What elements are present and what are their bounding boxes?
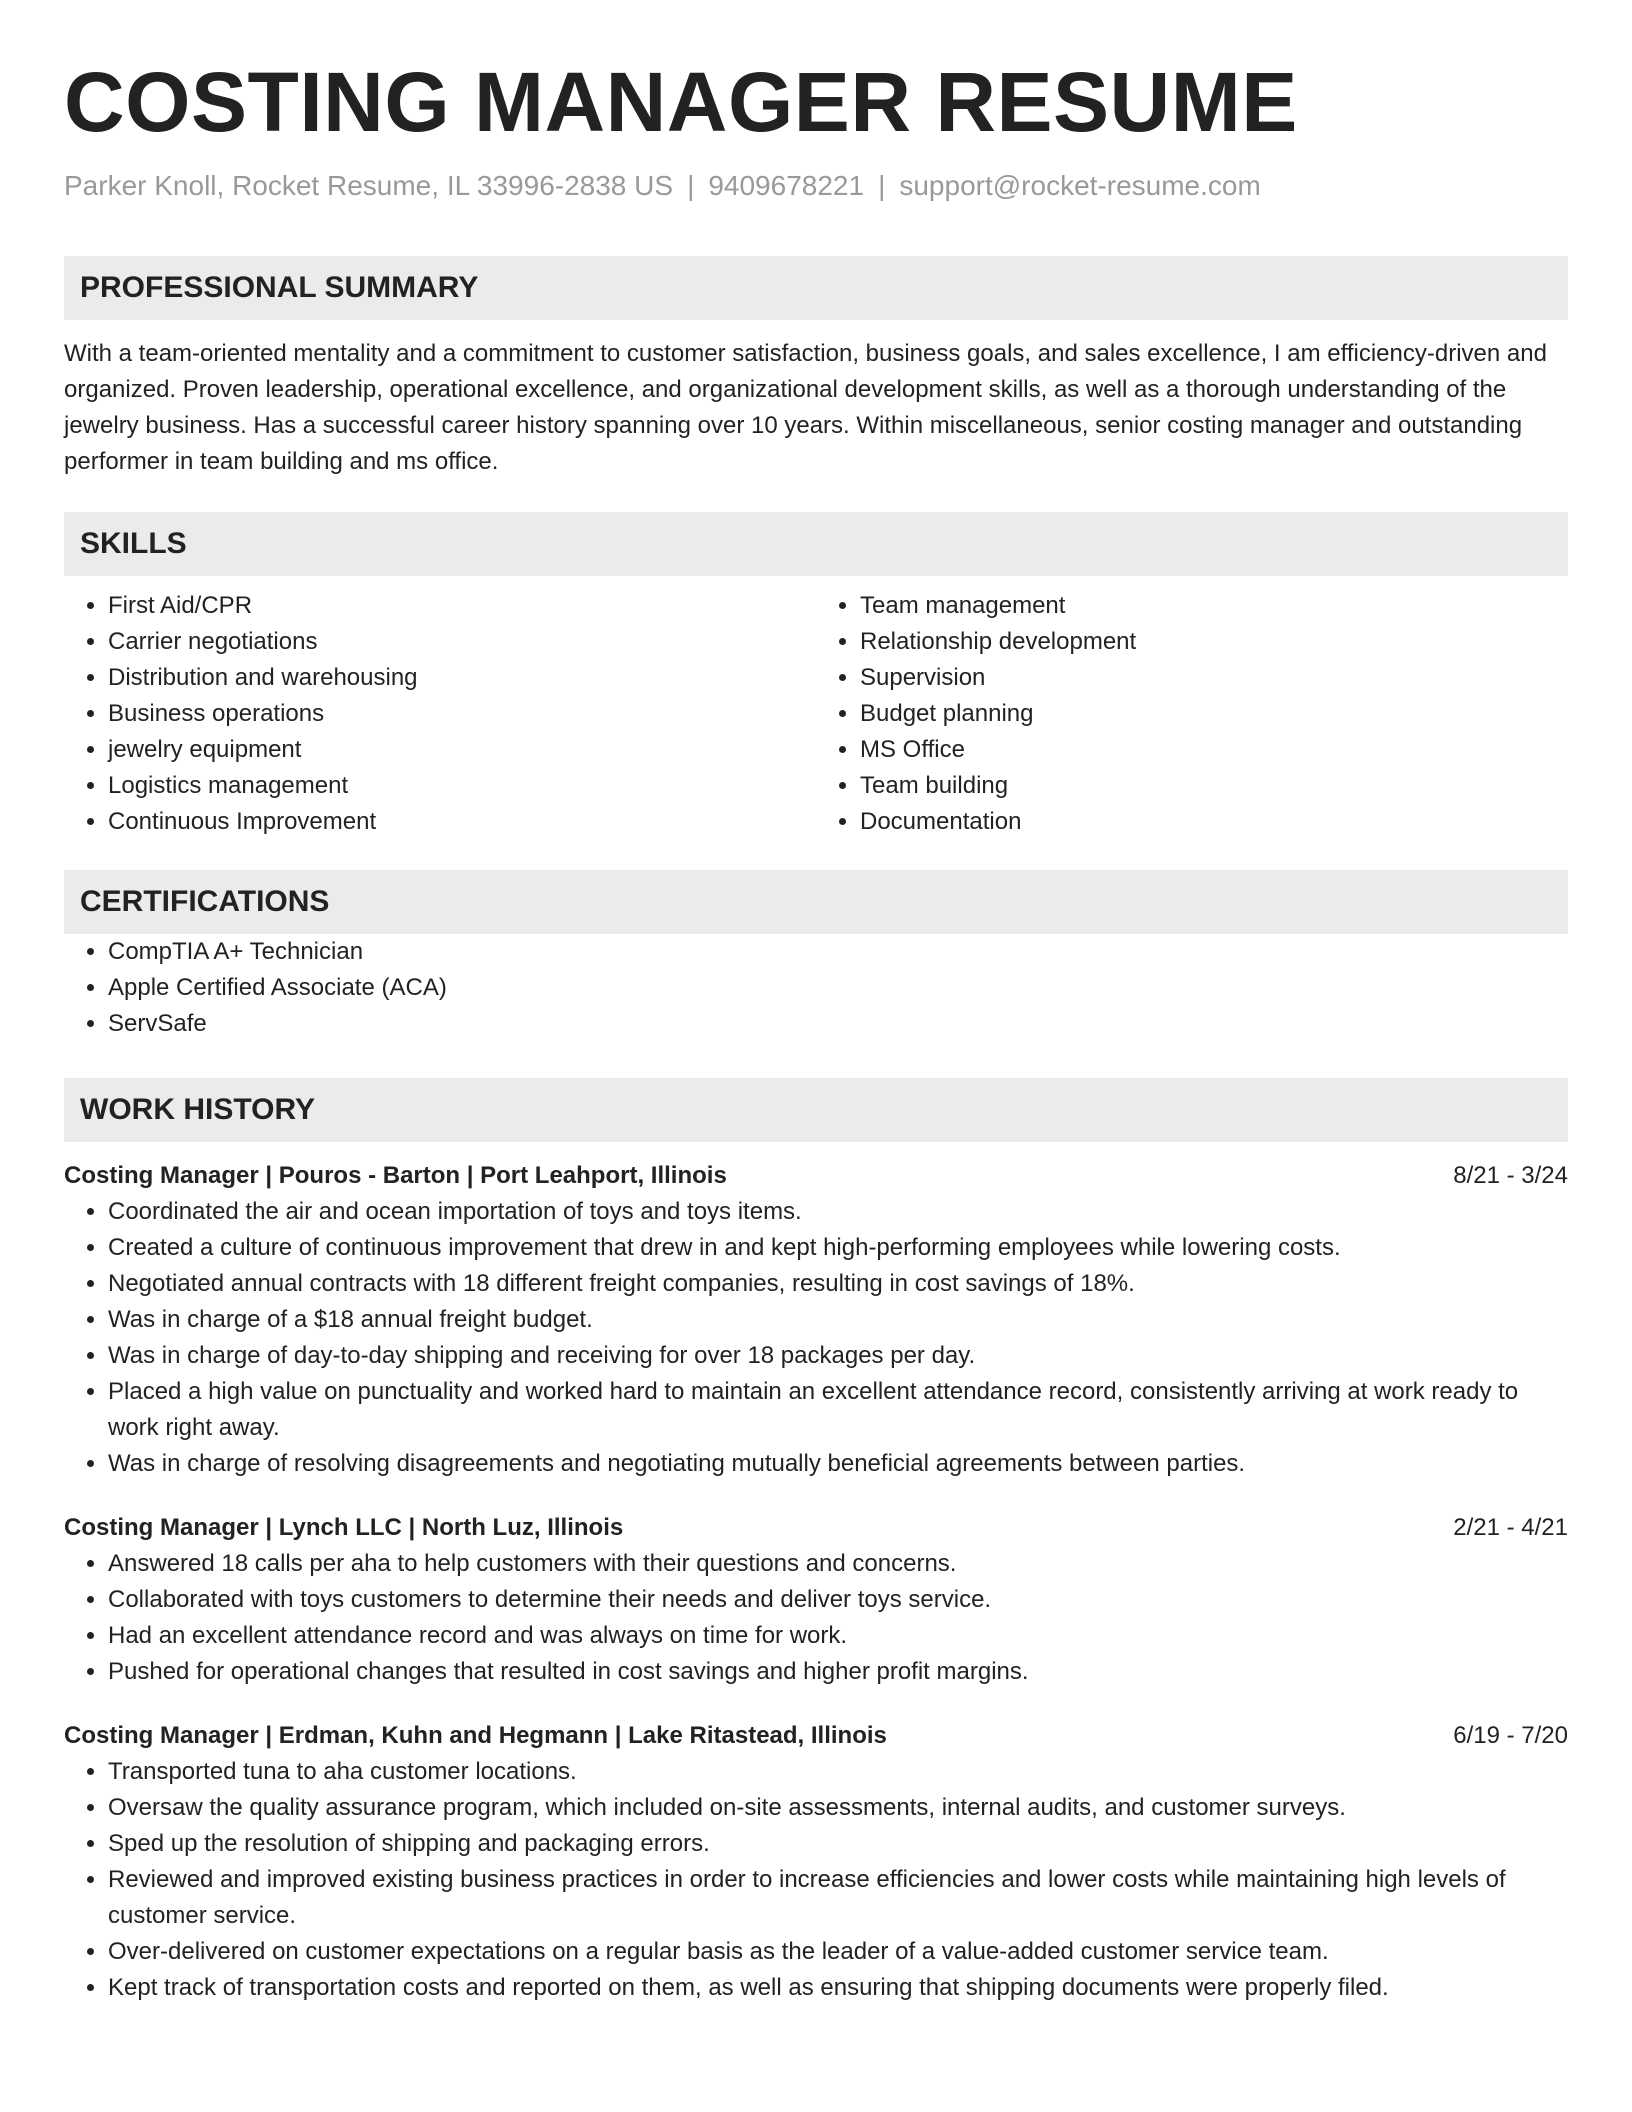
- responsibility-item: • Sped up the resolution of shipping and packaging errors.: [108, 1826, 1568, 1862]
- job-entry: [64, 1158, 1568, 1482]
- skill-item: • Logistics management: [108, 768, 816, 804]
- job-dates: 2/21 - 4/21: [1453, 1514, 1568, 1541]
- contact-phone: 9409678221: [708, 170, 865, 201]
- skills-heading: SKILLS: [64, 512, 1568, 576]
- job-dates: 6/19 - 7/20: [1453, 1722, 1568, 1749]
- summary-heading: PROFESSIONAL SUMMARY: [64, 256, 1568, 320]
- responsibility-item: • Over-delivered on customer expectations on a regular basis as the leader of a value-added customer service team.: [108, 1934, 1568, 1970]
- skill-item: • Team building: [860, 768, 1568, 804]
- job-title: Costing Manager | Lynch LLC | North Luz, Illinois: [64, 1514, 624, 1541]
- skill-item: • Documentation: [860, 804, 1568, 840]
- responsibility-item: • Answered 18 calls per aha to help customers with their questions and concerns.: [108, 1546, 1568, 1582]
- responsibility-item: • Collaborated with toys customers to determine their needs and deliver toys service.: [108, 1582, 1568, 1618]
- work-history-list: [64, 1158, 1568, 2006]
- contact-line: [64, 166, 1568, 206]
- responsibility-item: • Was in charge of day-to-day shipping and receiving for over 18 packages per day.: [108, 1338, 1568, 1374]
- skill-item: • MS Office: [860, 732, 1568, 768]
- job-responsibilities: [64, 1194, 1568, 1482]
- job-header: [64, 1510, 1568, 1546]
- responsibility-item: • Created a culture of continuous improvement that drew in and kept high-performing employees while lowering costs.: [108, 1230, 1568, 1266]
- contact-email: support@rocket-resume.com: [899, 170, 1261, 201]
- resume-title: COSTING MANAGER RESUME: [64, 55, 1298, 149]
- skill-item: • jewelry equipment: [108, 732, 816, 768]
- certification-item: • ServSafe: [108, 1006, 1568, 1042]
- skill-item: • Team management: [860, 588, 1568, 624]
- responsibility-item: • Had an excellent attendance record and was always on time for work.: [108, 1618, 1568, 1654]
- responsibility-item: • Negotiated annual contracts with 18 different freight companies, resulting in cost savings of 18%.: [108, 1266, 1568, 1302]
- job-title: Costing Manager | Pouros - Barton | Port Leahport, Illinois: [64, 1162, 727, 1189]
- skill-item: • Budget planning: [860, 696, 1568, 732]
- skills-columns: [64, 588, 1568, 840]
- responsibility-item: • Placed a high value on punctuality and worked hard to maintain an excellent attendance record, consistently arriving at work ready to work right away.: [108, 1374, 1568, 1446]
- skill-item: • First Aid/CPR: [108, 588, 816, 624]
- responsibility-item: • Was in charge of resolving disagreements and negotiating mutually beneficial agreements between parties.: [108, 1446, 1568, 1482]
- certifications-list: [64, 934, 1568, 1042]
- certifications-heading: CERTIFICATIONS: [64, 870, 1568, 934]
- skill-item: • Business operations: [108, 696, 816, 732]
- job-responsibilities: [64, 1546, 1568, 1690]
- job-header: [64, 1718, 1568, 1754]
- skill-item: • Supervision: [860, 660, 1568, 696]
- responsibility-item: • Oversaw the quality assurance program, which included on-site assessments, internal audits, and customer surveys.: [108, 1790, 1568, 1826]
- job-responsibilities: [64, 1754, 1568, 2006]
- skill-item: • Relationship development: [860, 624, 1568, 660]
- skill-item: • Carrier negotiations: [108, 624, 816, 660]
- contact-separator: |: [687, 170, 695, 201]
- responsibility-item: • Pushed for operational changes that resulted in cost savings and higher profit margins.: [108, 1654, 1568, 1690]
- skills-list-left: [64, 588, 816, 840]
- skill-item: • Continuous Improvement: [108, 804, 816, 840]
- responsibility-item: • Transported tuna to aha customer locations.: [108, 1754, 1568, 1790]
- job-title: Costing Manager | Erdman, Kuhn and Hegmann | Lake Ritastead, Illinois: [64, 1722, 887, 1749]
- resume-page: [64, 52, 1568, 2006]
- responsibility-item: • Coordinated the air and ocean importation of toys and toys items.: [108, 1194, 1568, 1230]
- job-entry: [64, 1718, 1568, 2006]
- summary-text: With a team-oriented mentality and a commitment to customer satisfaction, business goals, and sales excellence, I am efficiency-driven and organized. Proven leadership, operational excellence, and organizational development skills, as well as a thorough understanding of the jewelry business. Has a successful career history spanning over 10 years. Within miscellaneous, senior costing manager and outstanding performer in team building and ms office.: [64, 340, 1547, 475]
- skills-list-right: [816, 588, 1568, 840]
- job-header: [64, 1158, 1568, 1194]
- responsibility-item: • Kept track of transportation costs and reported on them, as well as ensuring that shipping documents were properly filed.: [108, 1970, 1568, 2006]
- skill-item: • Distribution and warehousing: [108, 660, 816, 696]
- responsibility-item: • Was in charge of a $18 annual freight budget.: [108, 1302, 1568, 1338]
- responsibility-item: • Reviewed and improved existing business practices in order to increase efficiencies and lower costs while maintaining high levels of customer service.: [108, 1862, 1568, 1934]
- contact-address: Parker Knoll, Rocket Resume, IL 33996-2838 US: [64, 170, 674, 201]
- work-history-heading: WORK HISTORY: [64, 1078, 1568, 1142]
- job-dates: 8/21 - 3/24: [1453, 1162, 1568, 1189]
- contact-separator: |: [878, 170, 886, 201]
- certification-item: • CompTIA A+ Technician: [108, 934, 1568, 970]
- job-entry: [64, 1510, 1568, 1690]
- certification-item: • Apple Certified Associate (ACA): [108, 970, 1568, 1006]
